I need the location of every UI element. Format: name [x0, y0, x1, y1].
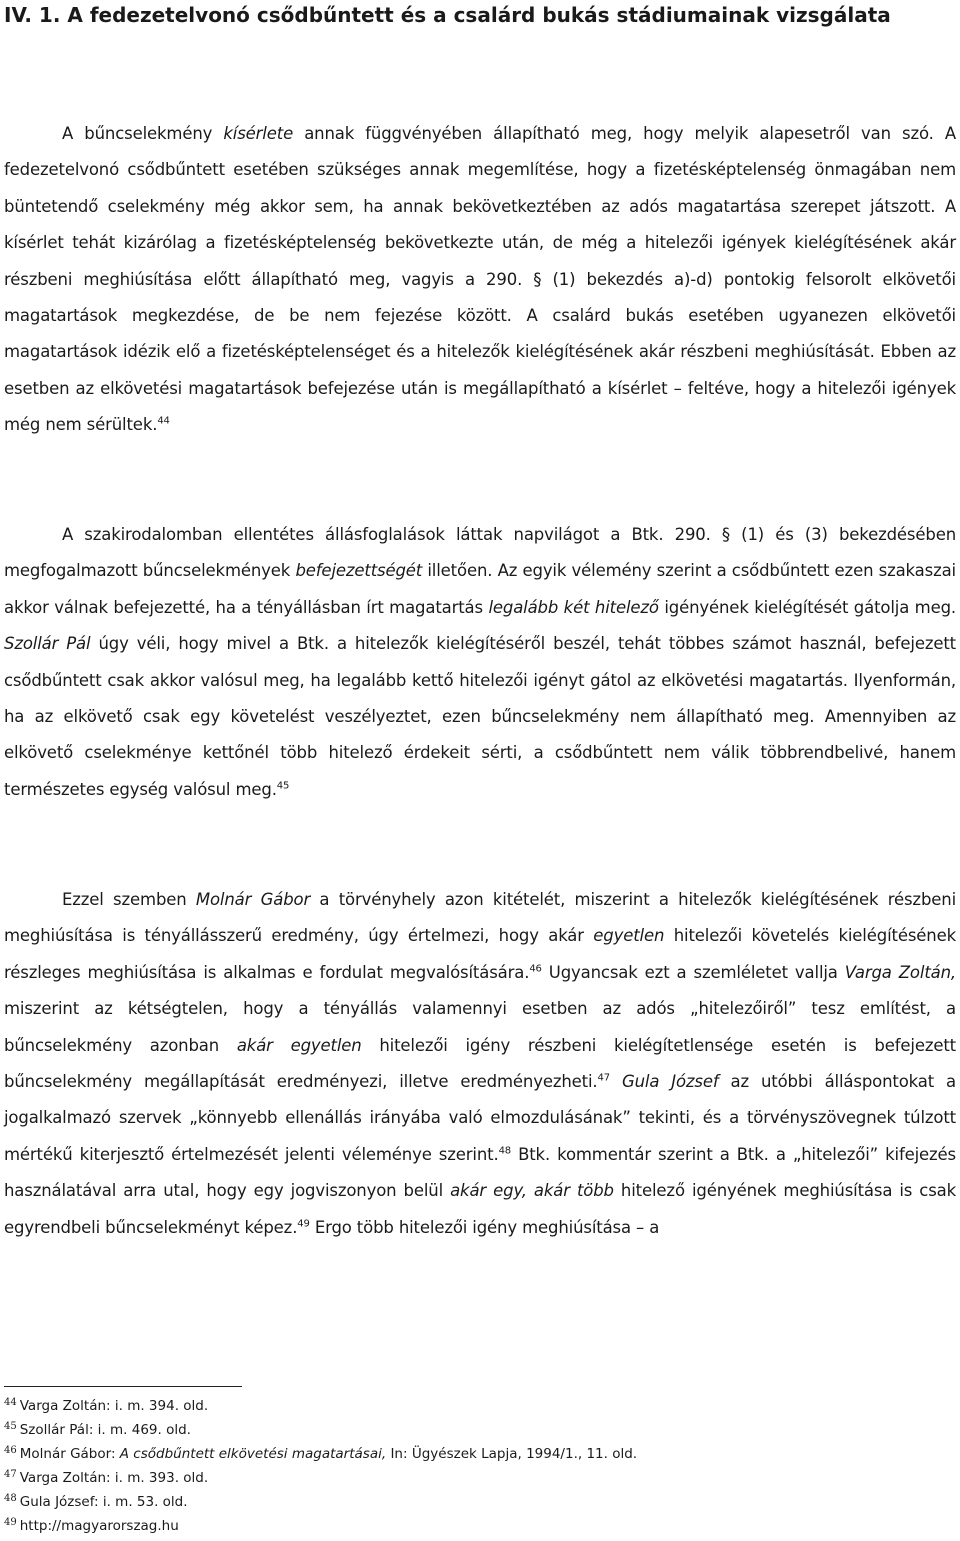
- footnote-text: Szollár Pál: i. m. 469. old.: [19, 1422, 191, 1438]
- paragraph-2: [4, 517, 956, 808]
- footnote-text: Varga Zoltán: i. m. 394. old.: [19, 1398, 209, 1414]
- text-run: hitelező igényének meghiúsítása is csak egyrendbeli bűncselekményt képez.: [4, 1181, 957, 1237]
- italic-term: kísérlete: [223, 124, 294, 143]
- footnote-divider: [4, 1386, 242, 1387]
- footnote-ref[interactable]: 49: [297, 1218, 310, 1230]
- footnote-47: [4, 1466, 956, 1490]
- footnote-44: [4, 1394, 956, 1418]
- footnote-46: [4, 1442, 956, 1466]
- text-run: úgy véli, hogy mivel a Btk. a hitelezők kielégítéséről beszél, tehát többes számot használ, befejezett csődbűntett csak akkor valósul meg, ha legalább kettő hitelezői igényt gátol az elkövetési magatartás. Ilyenformán, ha az elkövető csak egy követelést veszélyeztet, ezen bűncselekmény nem állapítható meg. Amennyiben az elkövető cselekménye kettőnél több hitelező érdekeit sérti, a csődbűntett nem válik többrendbelivé, hanem természetes egység valósul meg.: [4, 634, 956, 799]
- text-run: hitelezői igény részbeni kielégítetlensége esetén is befejezett bűncselekmény megállapítását eredményezi, illetve eredményezheti.: [4, 1035, 956, 1092]
- italic-term: akár egy, akár több: [450, 1181, 614, 1201]
- text-run: miszerint az kétségtelen, hogy a tényállás valamennyi esetben az adós „hitelezőiről” tesz említést, a bűncselekmény azonban: [4, 999, 956, 1055]
- italic-term: legalább két hitelező: [488, 597, 659, 617]
- text-run: Ugyancsak ezt a szemléletet vallja: [541, 962, 845, 982]
- footnote-text: In: Ügyészek Lapja, 1994/1., 11. old.: [386, 1446, 638, 1462]
- footnote-number: 46: [4, 1444, 17, 1456]
- footnote-48: [4, 1490, 956, 1514]
- italic-author: Szollár Pál: [4, 634, 91, 654]
- text-run: igényének kielégítését gátolja meg.: [658, 597, 956, 617]
- footnote-45: [4, 1418, 956, 1442]
- italic-term: befejezettségét: [295, 561, 423, 581]
- footnote-ref[interactable]: 47: [597, 1072, 610, 1084]
- footnote-link[interactable]: http://magyarorszag.hu: [19, 1518, 179, 1534]
- footnote-number: 45: [4, 1420, 17, 1432]
- footnote-ref[interactable]: 48: [498, 1145, 511, 1157]
- paragraph-1: [4, 116, 956, 444]
- footnote-text: Varga Zoltán: i. m. 393. old.: [19, 1470, 209, 1486]
- footnote-ref[interactable]: 44: [157, 415, 170, 427]
- footnote-49: [4, 1514, 956, 1538]
- text-run: annak függvényében állapítható meg, hogy melyik alapesetről van szó. A fedezetelvonó csődbűntett esetében szükséges annak megemlítése, hogy a fizetésképtelenség önmagában nem büntetendő cselekmény még akkor sem, ha annak bekövetkeztében az adós magatartása szerepet játszott. A kísérlet tehát kizárólag a fizetésképtelenség bekövetkezte után, de még a hitelezői igények kielégítésének akár részbeni meghiúsítása előtt állapítható meg, vagyis a 290. § (1) bekezdés a)-d) pontokig felsorolt elkövetői magatartások megkezdése, de be nem fejezése között. A csalárd bukás esetében ugyanezen elkövetői magatartások idézik elő a fizetésképtelenséget és a hitelezők kielégítésének akár részbeni meghiúsítását. Ebben az esetben az elkövetési magatartások befejezése után is megállapítható a kísérlet – feltéve, hogy a hitelezői igények még nem sérültek.: [4, 124, 956, 435]
- text-run: a törvényhely azon kitételét, miszerint a hitelezők kielégítésének részbeni meghiúsítása is tényállásszerű eredmény, úgy értelmezi, hogy akár: [4, 890, 957, 946]
- text-run: az utóbbi álláspontokat a jogalkalmazó szervek „könnyebb ellenállás irányába való elmozdulásának” tekinti, és a törvényszövegnek túlzott mértékű kiterjesztő értelmezését jelenti véleménye szerint.: [4, 1072, 956, 1164]
- italic-term: egyetlen: [593, 926, 665, 946]
- italic-author: Gula József: [621, 1072, 719, 1092]
- footnote-number: 44: [4, 1396, 17, 1408]
- text-run: A bűncselekmény: [62, 124, 224, 143]
- footnote-ref[interactable]: 45: [276, 780, 290, 792]
- footnote-ref[interactable]: 46: [529, 963, 542, 975]
- footnote-title: A csődbűntett elkövetési magatartásai,: [119, 1446, 387, 1462]
- paragraph-3: [4, 882, 956, 1246]
- italic-author: Molnár Gábor: [195, 890, 311, 909]
- footnote-text: Molnár Gábor:: [19, 1446, 120, 1462]
- text-run: A szakirodalomban ellentétes állásfoglalások láttak napvilágot a Btk. 290. § (1) és (3) bekezdésében megfogalmazott bűncselekmények: [4, 525, 956, 581]
- text-run: illetően. Az egyik vélemény szerint a csődbűntett ezen szakaszai akkor válnak befejezetté, ha a tényállásban írt magatartás: [4, 561, 956, 617]
- text-run: Ergo több hitelezői igény meghiúsítása – a: [309, 1217, 660, 1237]
- italic-author: Varga Zoltán,: [844, 962, 956, 982]
- text-run: Btk. kommentár szerint a Btk. a „hitelezői” kifejezés használatával arra utal, hogy egy jogviszonyon belül: [4, 1144, 956, 1201]
- text-run: hitelezői követelés kielégítésének részleges meghiúsítása is alkalmas e fordulat megvalósítására.: [4, 926, 956, 982]
- text-run: Ezzel szemben: [62, 890, 196, 909]
- footnote-number: 47: [4, 1468, 17, 1480]
- footnote-number: 48: [4, 1492, 17, 1504]
- section-heading: IV. 1. A fedezetelvonó csődbűntett és a csalárd bukás stádiumainak vizsgálata: [4, 3, 891, 27]
- footnote-text: Gula József: i. m. 53. old.: [19, 1494, 188, 1510]
- italic-term: akár egyetlen: [236, 1035, 362, 1055]
- footnote-number: 49: [4, 1516, 17, 1528]
- text-run: [610, 1072, 622, 1091]
